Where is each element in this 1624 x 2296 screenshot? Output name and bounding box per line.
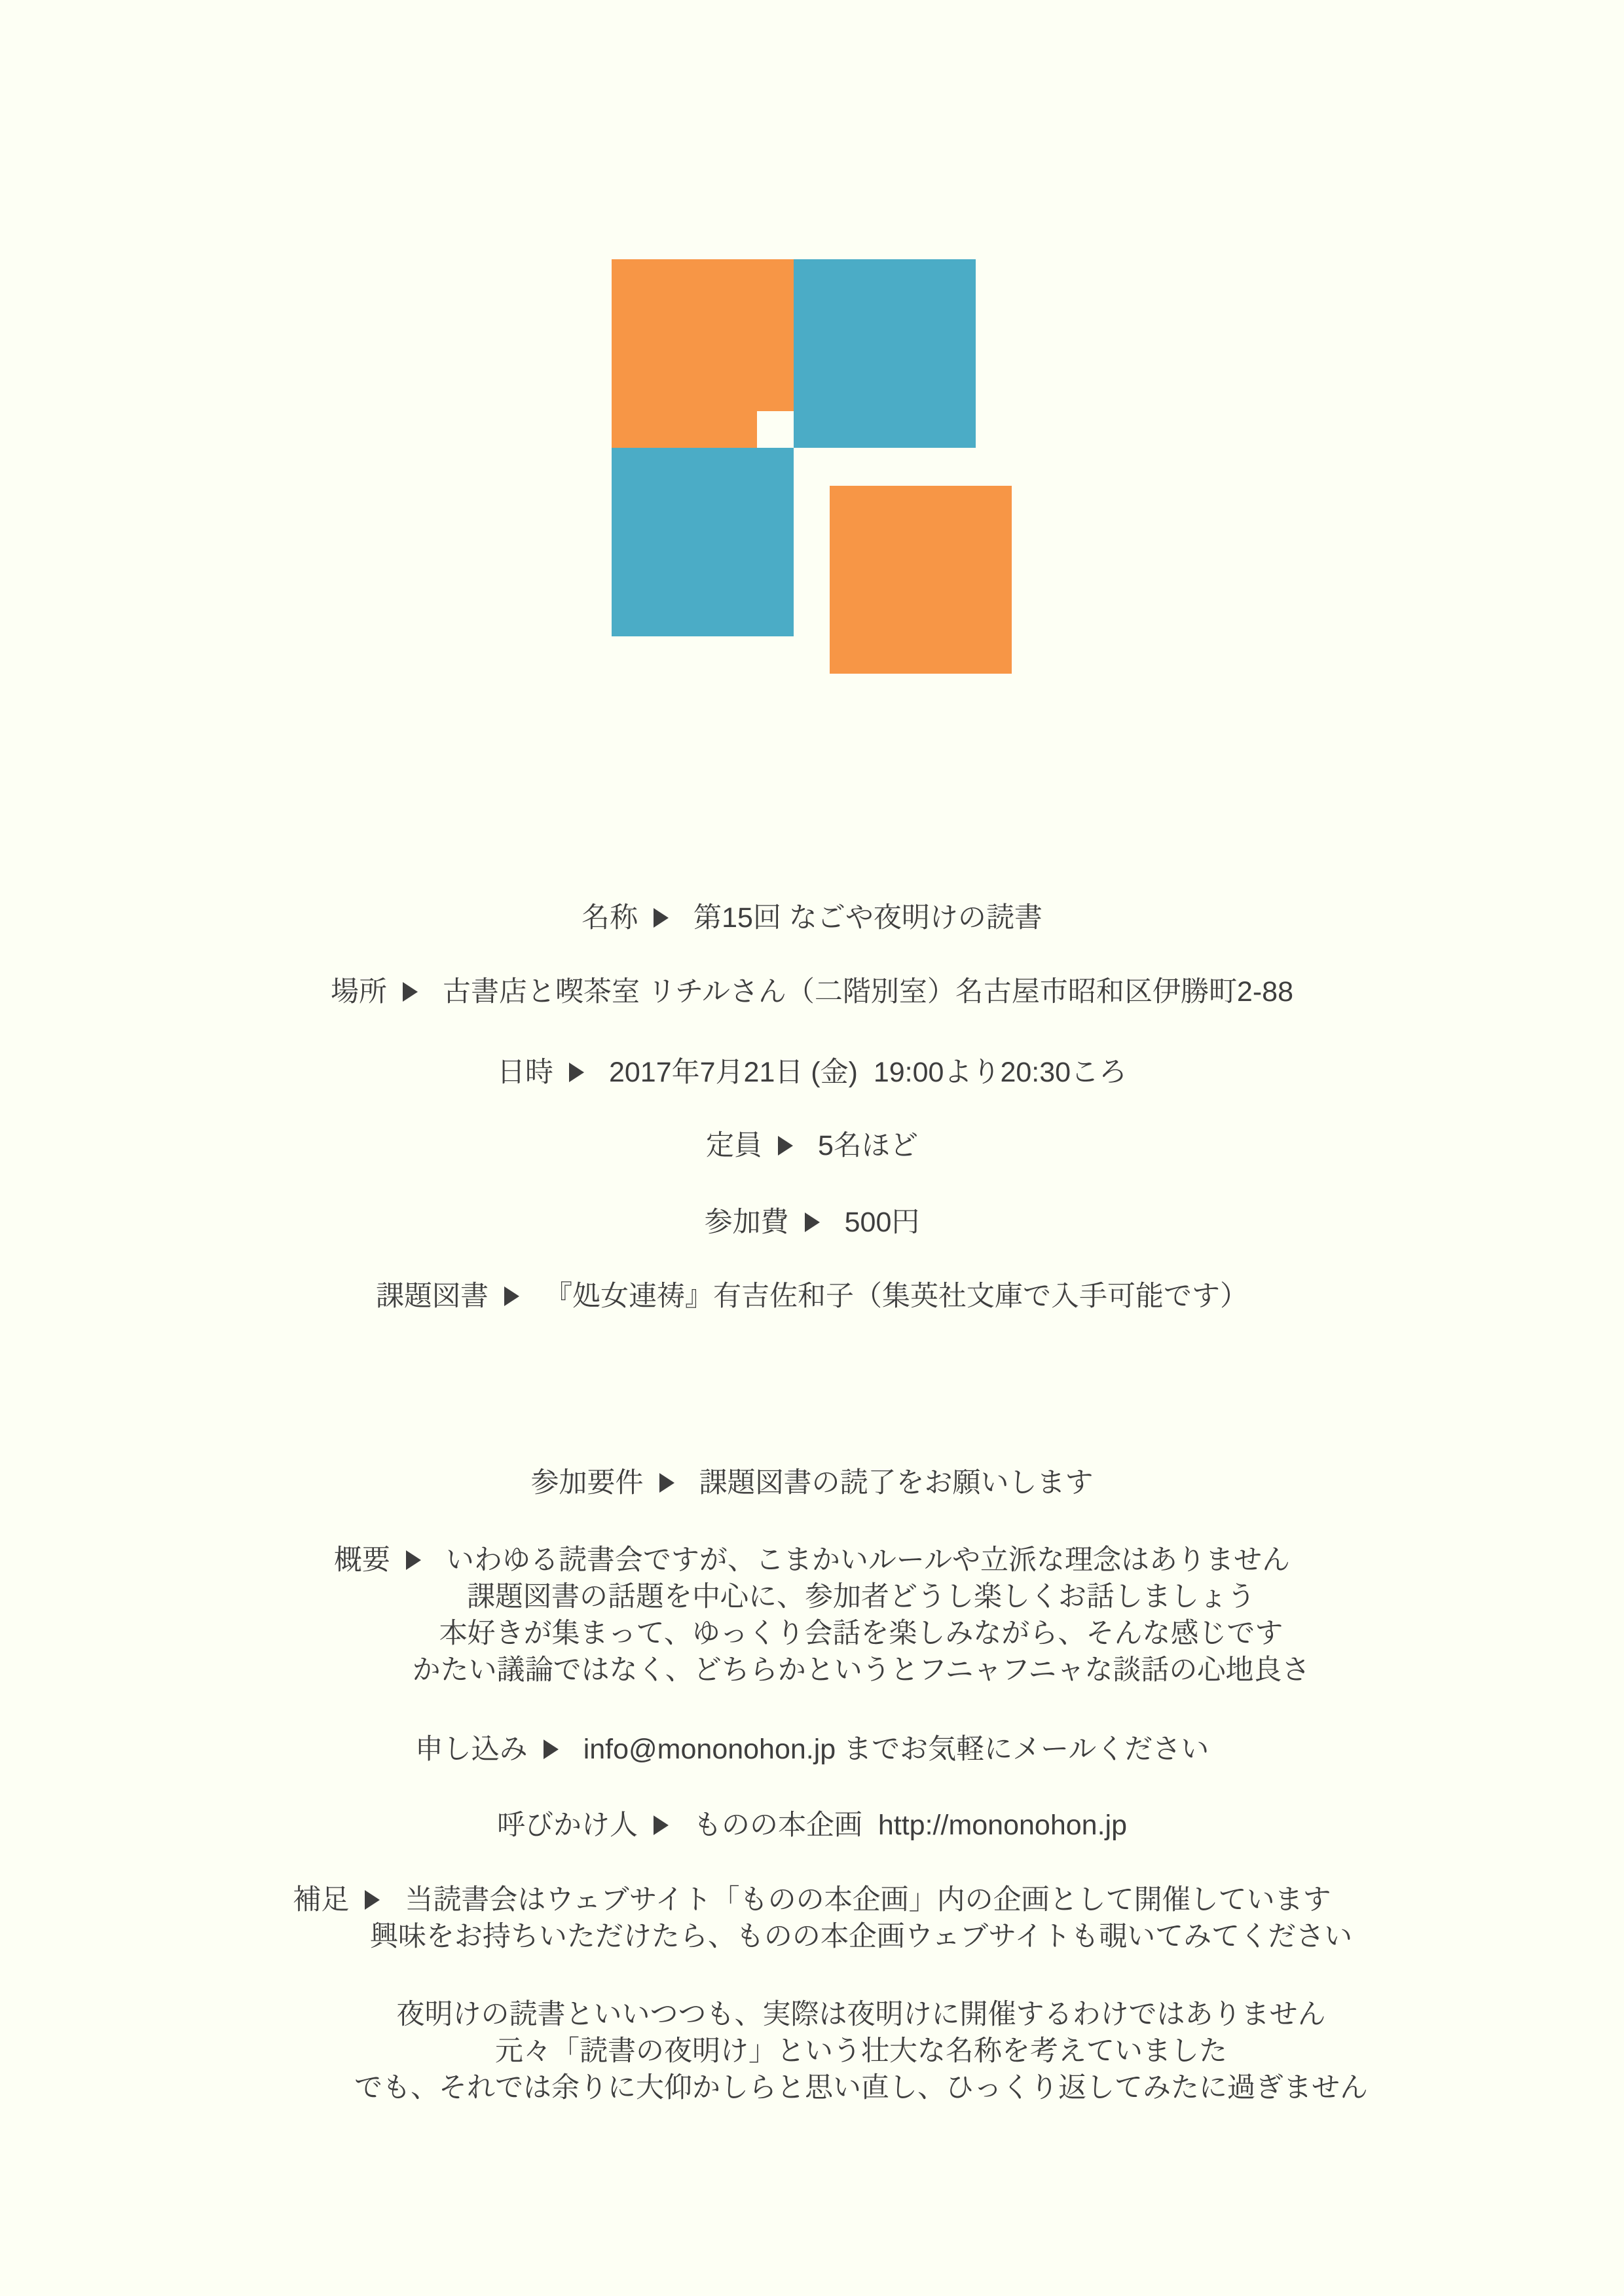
entry-text: 古書店と喫茶室 リチルさん（二階別室）名古屋市昭和区伊勝町2-88 — [443, 976, 1293, 1008]
entry-line — [0, 1278, 1624, 1315]
entry-line — [49, 2033, 1624, 2069]
entry-requirement — [0, 1465, 1624, 1501]
entry-line — [49, 1652, 1624, 1688]
entry-label: 日時 — [496, 1057, 553, 1088]
four-square-logo — [612, 259, 1012, 674]
entry-text: 第15回 なごや夜明けの読書 — [693, 902, 1043, 934]
entry-label: 参加費 — [704, 1207, 789, 1238]
entry-line — [0, 900, 1624, 936]
entry-text: 5名ほど — [818, 1130, 918, 1161]
arrow-right-icon — [805, 1212, 820, 1232]
arrow-right-icon — [544, 1740, 559, 1759]
entry-capacity — [0, 1127, 1624, 1164]
entry-line — [0, 1731, 1624, 1768]
entry-line — [0, 1204, 1624, 1241]
entry-text: でも、それでは余りに大仰かしらと思い直し、ひっくり返してみたに過ぎません — [354, 2072, 1368, 2104]
arrow-right-icon — [365, 1890, 380, 1910]
arrow-right-icon — [569, 1063, 584, 1082]
logo-square-bottom-left-teal — [612, 448, 794, 636]
entry-text: 『処女連祷』有吉佐和子（集英社文庫で入手可能です） — [544, 1281, 1248, 1312]
entry-line — [0, 1465, 1624, 1501]
logo-square-top-right-teal — [794, 259, 976, 448]
entry-text: 当読書会はウェブサイト「ものの本企画」内の企画として開催しています — [405, 1884, 1331, 1916]
entry-label: 課題図書 — [376, 1281, 489, 1312]
entry-organizer — [0, 1807, 1624, 1844]
arrow-right-icon — [504, 1286, 519, 1306]
entry-apply — [0, 1731, 1624, 1768]
entry-place — [0, 974, 1624, 1010]
logo-square-top-left-orange — [612, 259, 794, 448]
arrow-right-icon — [654, 908, 669, 928]
entry-label: 呼びかけ人 — [496, 1810, 638, 1841]
logo-square-bottom-right-orange — [830, 486, 1012, 674]
entry-line — [0, 1807, 1624, 1844]
entry-label: 参加要件 — [530, 1467, 644, 1499]
arrow-right-icon — [778, 1136, 793, 1156]
logo-notch — [757, 411, 794, 448]
entry-text: 夜明けの読書といいつつも、実際は夜明けに開催するわけではありません — [396, 1999, 1326, 2030]
arrow-right-icon — [406, 1550, 421, 1570]
entry-postscript — [0, 1996, 1624, 2106]
entry-text: 課題図書の読了をお願いします — [699, 1467, 1094, 1499]
entry-label: 補足 — [293, 1884, 350, 1916]
entry-label: 定員 — [706, 1130, 763, 1161]
entry-overview — [0, 1542, 1624, 1688]
entry-line — [0, 1882, 1624, 1918]
entry-line — [0, 1542, 1624, 1578]
entry-line — [49, 2069, 1624, 2106]
entry-label: 場所 — [331, 976, 387, 1008]
entry-label: 概要 — [333, 1544, 390, 1576]
entry-line — [49, 1918, 1624, 1955]
entry-note — [0, 1882, 1624, 1955]
entry-line — [0, 974, 1624, 1010]
entry-line — [49, 1615, 1624, 1652]
arrow-right-icon — [403, 982, 418, 1002]
entry-label: 申し込み — [415, 1734, 528, 1765]
entry-text: かたい議論ではなく、どちらかというとフニャフニャな談話の心地良さ — [412, 1654, 1310, 1686]
entry-text: 2017年7月21日 (金) 19:00より20:30ころ — [608, 1057, 1128, 1088]
entry-text: 課題図書の話題を中心に、参加者どうし楽しくお話しましょう — [467, 1581, 1255, 1613]
entry-line — [49, 1996, 1624, 2033]
entry-line — [0, 1054, 1624, 1091]
arrow-right-icon — [654, 1815, 669, 1835]
entry-text: いわゆる読書会ですが、こまかいルールや立派な理念はありません — [445, 1544, 1291, 1576]
entry-line — [49, 1578, 1624, 1615]
entry-text: info@mononohon.jp までお気軽にメールください — [583, 1734, 1209, 1765]
entry-label: 名称 — [581, 902, 638, 934]
entry-datetime — [0, 1054, 1624, 1091]
entry-name — [0, 900, 1624, 936]
entry-text: 興味をお持ちいただけたら、ものの本企画ウェブサイトも覗いてみてください — [369, 1921, 1353, 1952]
entry-text: ものの本企画 http://mononohon.jp — [693, 1810, 1127, 1841]
entry-fee — [0, 1204, 1624, 1241]
entry-line — [0, 1127, 1624, 1164]
arrow-right-icon — [659, 1473, 674, 1493]
entry-text: 元々「読書の夜明け」という壮大な名称を考えていました — [495, 2035, 1227, 2067]
entry-book — [0, 1278, 1624, 1315]
entry-text: 500円 — [844, 1207, 920, 1238]
entry-text: 本好きが集まって、ゆっくり会話を楽しみながら、そんな感じです — [439, 1618, 1283, 1649]
